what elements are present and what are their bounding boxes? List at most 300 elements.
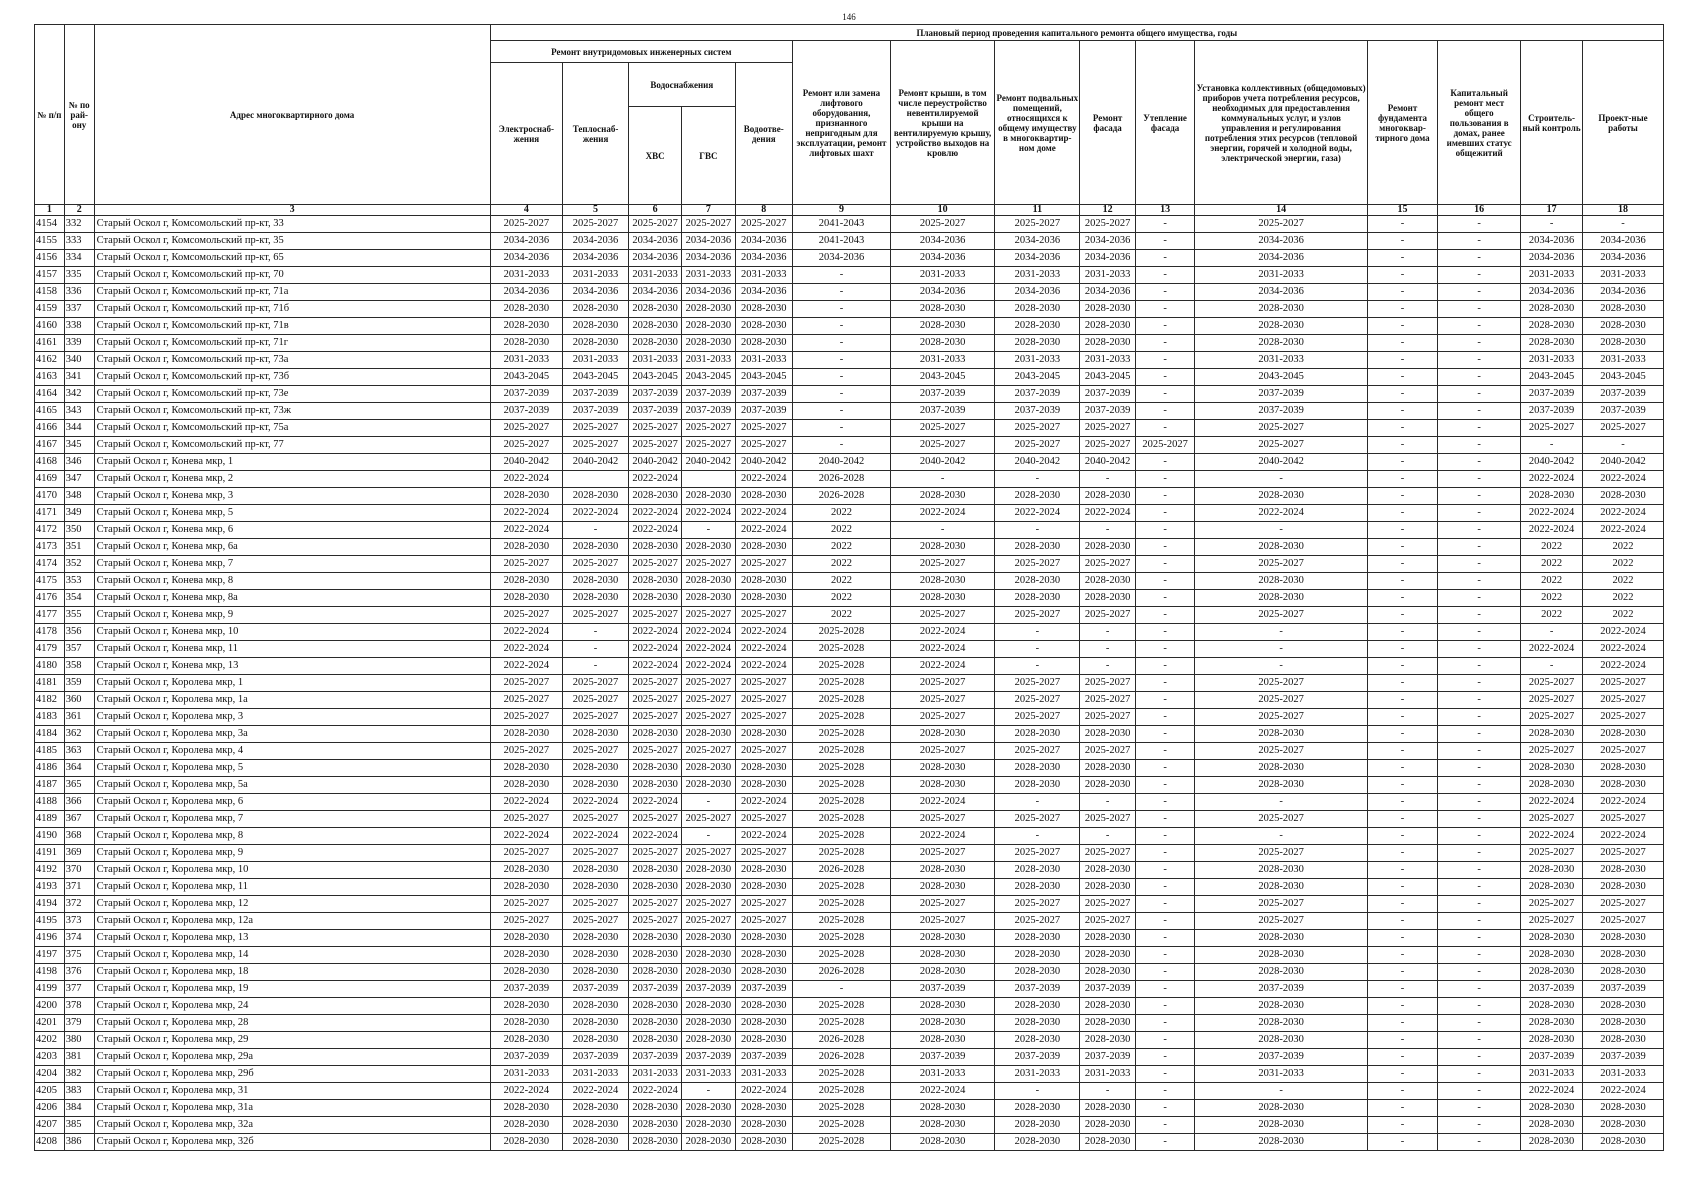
period-cell: 2022-2024: [735, 641, 792, 658]
address-cell: Старый Оскол г, Королева мкр, 7: [94, 811, 490, 828]
period-cell: 2025-2027: [629, 896, 682, 913]
period-cell: -: [1135, 318, 1195, 335]
period-cell: 2028-2030: [629, 726, 682, 743]
period-cell: 2037-2039: [490, 1049, 562, 1066]
period-cell: [563, 471, 629, 488]
period-cell: 2025-2027: [1521, 709, 1583, 726]
period-cell: 2034-2036: [629, 250, 682, 267]
period-cell: 2025-2027: [490, 743, 562, 760]
period-cell: 2031-2033: [1582, 267, 1663, 284]
period-cell: -: [1367, 981, 1437, 998]
period-cell: 2022-2024: [995, 505, 1080, 522]
period-cell: 2028-2030: [1521, 879, 1583, 896]
period-cell: 2022-2024: [629, 1083, 682, 1100]
period-cell: 2022: [793, 573, 891, 590]
period-cell: -: [1438, 726, 1521, 743]
period-cell: 2022-2024: [490, 794, 562, 811]
period-cell: 2025-2027: [490, 845, 562, 862]
period-cell: 2034-2036: [735, 250, 792, 267]
table-row: [35, 437, 1664, 454]
index-cell: 380: [64, 1032, 94, 1049]
period-cell: 2034-2036: [563, 284, 629, 301]
period-cell: -: [1135, 539, 1195, 556]
period-cell: 2025-2027: [682, 811, 735, 828]
table-row: [35, 675, 1664, 692]
period-cell: 2037-2039: [1195, 386, 1367, 403]
period-cell: 2028-2030: [563, 1015, 629, 1032]
index-cell: 4204: [35, 1066, 65, 1083]
period-cell: 2031-2033: [682, 1066, 735, 1083]
address-cell: Старый Оскол г, Королева мкр, 1а: [94, 692, 490, 709]
period-cell: 2028-2030: [490, 1015, 562, 1032]
index-cell: 374: [64, 930, 94, 947]
index-cell: 349: [64, 505, 94, 522]
period-cell: 2040-2042: [563, 454, 629, 471]
period-cell: 2025-2027: [890, 607, 994, 624]
period-cell: 2034-2036: [1080, 233, 1135, 250]
period-cell: 2028-2030: [995, 1100, 1080, 1117]
table-row: [35, 845, 1664, 862]
period-cell: -: [1135, 1032, 1195, 1049]
period-cell: 2034-2036: [490, 233, 562, 250]
period-cell: 2025-2027: [735, 692, 792, 709]
period-cell: 2034-2036: [629, 284, 682, 301]
index-cell: 4173: [35, 539, 65, 556]
period-cell: 2043-2045: [490, 369, 562, 386]
period-cell: 2028-2030: [995, 1117, 1080, 1134]
period-cell: 2028-2030: [682, 573, 735, 590]
period-cell: 2028-2030: [682, 879, 735, 896]
period-cell: 2025-2028: [793, 624, 891, 641]
period-cell: 2025-2027: [1195, 556, 1367, 573]
period-cell: -: [1135, 233, 1195, 250]
period-cell: 2031-2033: [682, 352, 735, 369]
period-cell: 2028-2030: [890, 488, 994, 505]
period-cell: 2028-2030: [629, 1100, 682, 1117]
index-cell: 4203: [35, 1049, 65, 1066]
period-cell: 2022-2024: [735, 794, 792, 811]
period-cell: 2028-2030: [1521, 726, 1583, 743]
period-cell: -: [1135, 403, 1195, 420]
period-cell: 2025-2027: [1521, 913, 1583, 930]
period-cell: 2028-2030: [563, 539, 629, 556]
header-address: Адрес многоквартирного дома: [94, 25, 490, 205]
index-cell: 4179: [35, 641, 65, 658]
index-cell: 385: [64, 1117, 94, 1134]
period-cell: 2025-2027: [490, 216, 562, 233]
period-cell: 2028-2030: [629, 947, 682, 964]
period-cell: 2028-2030: [1521, 1134, 1583, 1151]
period-cell: 2028-2030: [490, 1117, 562, 1134]
period-cell: 2028-2030: [563, 760, 629, 777]
period-cell: 2031-2033: [1080, 1066, 1135, 1083]
period-cell: 2028-2030: [490, 947, 562, 964]
period-cell: -: [793, 284, 891, 301]
index-cell: 337: [64, 301, 94, 318]
period-cell: 2031-2033: [1195, 1066, 1367, 1083]
column-number: 14: [1195, 205, 1367, 216]
period-cell: 2034-2036: [490, 284, 562, 301]
address-cell: Старый Оскол г, Конева мкр, 6: [94, 522, 490, 539]
index-cell: 4191: [35, 845, 65, 862]
period-cell: 2022-2024: [629, 505, 682, 522]
period-cell: 2034-2036: [995, 233, 1080, 250]
index-cell: 345: [64, 437, 94, 454]
period-cell: 2031-2033: [735, 267, 792, 284]
index-cell: 344: [64, 420, 94, 437]
address-cell: Старый Оскол г, Конева мкр, 5: [94, 505, 490, 522]
period-cell: 2025-2027: [629, 845, 682, 862]
period-cell: 2025-2027: [735, 216, 792, 233]
period-cell: 2025-2027: [629, 811, 682, 828]
period-cell: 2028-2030: [1582, 1134, 1663, 1151]
period-cell: 2025-2027: [995, 216, 1080, 233]
period-cell: 2028-2030: [563, 573, 629, 590]
header-heating: Теплоснаб-жения: [563, 63, 629, 205]
period-cell: 2028-2030: [1521, 1117, 1583, 1134]
period-cell: 2025-2027: [1080, 420, 1135, 437]
period-cell: 2028-2030: [1195, 590, 1367, 607]
table-row: [35, 828, 1664, 845]
period-cell: 2028-2030: [1195, 539, 1367, 556]
period-cell: 2026-2028: [793, 471, 891, 488]
period-cell: 2025-2028: [793, 947, 891, 964]
index-cell: 363: [64, 743, 94, 760]
index-cell: 368: [64, 828, 94, 845]
index-cell: 383: [64, 1083, 94, 1100]
period-cell: 2028-2030: [1080, 947, 1135, 964]
table-row: [35, 913, 1664, 930]
period-cell: 2028-2030: [1521, 947, 1583, 964]
period-cell: 2025-2027: [1195, 896, 1367, 913]
period-cell: 2028-2030: [629, 930, 682, 947]
period-cell: -: [1438, 1049, 1521, 1066]
period-cell: -: [1135, 1015, 1195, 1032]
index-cell: 4184: [35, 726, 65, 743]
period-cell: 2040-2042: [1080, 454, 1135, 471]
period-cell: -: [1135, 1083, 1195, 1100]
period-cell: 2037-2039: [890, 386, 994, 403]
index-cell: 4167: [35, 437, 65, 454]
period-cell: 2034-2036: [735, 284, 792, 301]
period-cell: -: [1135, 845, 1195, 862]
period-cell: -: [1135, 964, 1195, 981]
index-cell: 4200: [35, 998, 65, 1015]
period-cell: 2025-2027: [890, 692, 994, 709]
period-cell: 2025-2027: [1582, 743, 1663, 760]
period-cell: -: [1135, 947, 1195, 964]
period-cell: 2028-2030: [1195, 488, 1367, 505]
period-cell: -: [1195, 624, 1367, 641]
period-cell: 2022-2024: [890, 505, 994, 522]
period-cell: 2028-2030: [890, 1032, 994, 1049]
header-facade: Ремонт фасада: [1080, 41, 1135, 205]
period-cell: -: [1367, 437, 1437, 454]
period-cell: 2022-2024: [735, 1083, 792, 1100]
index-cell: 377: [64, 981, 94, 998]
period-cell: 2037-2039: [563, 403, 629, 420]
period-cell: 2025-2027: [629, 556, 682, 573]
period-cell: 2028-2030: [629, 301, 682, 318]
index-cell: 4171: [35, 505, 65, 522]
period-cell: 2025-2027: [682, 607, 735, 624]
period-cell: 2025-2028: [793, 1066, 891, 1083]
period-cell: 2037-2039: [1521, 386, 1583, 403]
period-cell: 2037-2039: [682, 1049, 735, 1066]
period-cell: 2034-2036: [682, 233, 735, 250]
period-cell: 2022-2024: [563, 505, 629, 522]
period-cell: -: [1367, 301, 1437, 318]
period-cell: -: [1135, 760, 1195, 777]
address-cell: Старый Оскол г, Королева мкр, 29а: [94, 1049, 490, 1066]
period-cell: 2028-2030: [1080, 726, 1135, 743]
index-cell: 367: [64, 811, 94, 828]
index-cell: 4196: [35, 930, 65, 947]
index-cell: 4161: [35, 335, 65, 352]
period-cell: 2028-2030: [629, 879, 682, 896]
index-cell: 376: [64, 964, 94, 981]
period-cell: -: [1135, 658, 1195, 675]
period-cell: 2022-2024: [1521, 522, 1583, 539]
index-cell: 371: [64, 879, 94, 896]
period-cell: 2025-2027: [490, 709, 562, 726]
period-cell: -: [1135, 862, 1195, 879]
period-cell: 2025-2027: [1582, 675, 1663, 692]
period-cell: 2022: [793, 556, 891, 573]
header-drainage: Водоотве-дения: [735, 63, 792, 205]
index-cell: 378: [64, 998, 94, 1015]
period-cell: -: [1367, 641, 1437, 658]
period-cell: -: [995, 794, 1080, 811]
index-cell: 354: [64, 590, 94, 607]
period-cell: 2028-2030: [563, 301, 629, 318]
table-row: [35, 573, 1664, 590]
period-cell: 2034-2036: [629, 233, 682, 250]
period-cell: 2022: [1582, 573, 1663, 590]
header-npp: № п/п: [35, 25, 65, 205]
period-cell: 2034-2036: [682, 284, 735, 301]
index-cell: 347: [64, 471, 94, 488]
period-cell: 2022-2024: [1521, 794, 1583, 811]
address-cell: Старый Оскол г, Конева мкр, 1: [94, 454, 490, 471]
period-cell: 2028-2030: [735, 1015, 792, 1032]
period-cell: 2025-2028: [793, 1083, 891, 1100]
period-cell: 2028-2030: [1195, 335, 1367, 352]
column-number: 2: [64, 205, 94, 216]
period-cell: 2028-2030: [1080, 573, 1135, 590]
period-cell: -: [1080, 471, 1135, 488]
period-cell: -: [995, 1083, 1080, 1100]
period-cell: -: [1438, 692, 1521, 709]
column-number: 11: [995, 205, 1080, 216]
period-cell: 2037-2039: [1521, 1049, 1583, 1066]
period-cell: -: [563, 522, 629, 539]
address-cell: Старый Оскол г, Конева мкр, 13: [94, 658, 490, 675]
period-cell: -: [1438, 913, 1521, 930]
period-cell: 2025-2028: [793, 743, 891, 760]
period-cell: -: [1195, 522, 1367, 539]
period-cell: 2028-2030: [563, 930, 629, 947]
table-row: [35, 726, 1664, 743]
period-cell: 2031-2033: [629, 1066, 682, 1083]
index-cell: 360: [64, 692, 94, 709]
period-cell: 2022-2024: [629, 658, 682, 675]
period-cell: 2025-2027: [1521, 811, 1583, 828]
table-row: [35, 964, 1664, 981]
period-cell: 2025-2027: [563, 437, 629, 454]
period-cell: 2022-2024: [490, 641, 562, 658]
period-cell: 2025-2028: [793, 692, 891, 709]
period-cell: 2031-2033: [1195, 352, 1367, 369]
period-cell: 2037-2039: [1582, 403, 1663, 420]
period-cell: 2028-2030: [890, 879, 994, 896]
period-cell: 2034-2036: [1582, 250, 1663, 267]
index-cell: 4198: [35, 964, 65, 981]
period-cell: 2022: [793, 539, 891, 556]
period-cell: -: [1080, 658, 1135, 675]
period-cell: 2028-2030: [1080, 964, 1135, 981]
table-row: [35, 386, 1664, 403]
period-cell: 2022-2024: [890, 624, 994, 641]
period-cell: -: [793, 335, 891, 352]
address-cell: Старый Оскол г, Комсомольский пр-кт, 73е: [94, 386, 490, 403]
period-cell: 2026-2028: [793, 862, 891, 879]
period-cell: 2028-2030: [682, 726, 735, 743]
period-cell: 2037-2039: [995, 386, 1080, 403]
period-cell: 2022-2024: [490, 471, 562, 488]
period-cell: -: [1582, 216, 1663, 233]
period-cell: 2025-2027: [890, 743, 994, 760]
period-cell: 2025-2027: [890, 556, 994, 573]
address-cell: Старый Оскол г, Комсомольский пр-кт, 75а: [94, 420, 490, 437]
address-cell: Старый Оскол г, Комсомольский пр-кт, 65: [94, 250, 490, 267]
period-cell: -: [793, 352, 891, 369]
period-cell: 2025-2027: [629, 692, 682, 709]
index-cell: 4164: [35, 386, 65, 403]
period-cell: 2028-2030: [1521, 1032, 1583, 1049]
period-cell: 2028-2030: [1080, 1117, 1135, 1134]
index-cell: 384: [64, 1100, 94, 1117]
period-cell: 2028-2030: [490, 998, 562, 1015]
period-cell: 2028-2030: [490, 862, 562, 879]
period-cell: 2028-2030: [890, 862, 994, 879]
period-cell: 2025-2027: [490, 811, 562, 828]
period-cell: 2028-2030: [682, 947, 735, 964]
period-cell: 2022-2024: [629, 624, 682, 641]
period-cell: 2034-2036: [563, 233, 629, 250]
period-cell: 2022-2024: [890, 1083, 994, 1100]
period-cell: -: [1135, 1066, 1195, 1083]
address-cell: Старый Оскол г, Комсомольский пр-кт, 73б: [94, 369, 490, 386]
period-cell: -: [1438, 454, 1521, 471]
period-cell: 2025-2027: [890, 216, 994, 233]
period-cell: 2028-2030: [629, 1117, 682, 1134]
period-cell: 2028-2030: [1195, 318, 1367, 335]
period-cell: 2028-2030: [735, 1032, 792, 1049]
period-cell: 2037-2039: [563, 981, 629, 998]
period-cell: 2028-2030: [563, 947, 629, 964]
period-cell: 2022-2024: [1521, 505, 1583, 522]
period-cell: 2037-2039: [490, 981, 562, 998]
period-cell: 2034-2036: [682, 250, 735, 267]
period-cell: 2028-2030: [1080, 930, 1135, 947]
period-cell: 2022-2024: [1582, 641, 1663, 658]
period-cell: 2022-2024: [682, 641, 735, 658]
period-cell: 2025-2027: [890, 913, 994, 930]
period-cell: 2037-2039: [682, 403, 735, 420]
period-cell: 2025-2027: [1080, 437, 1135, 454]
period-cell: 2028-2030: [1195, 1015, 1367, 1032]
index-cell: 4206: [35, 1100, 65, 1117]
period-cell: -: [1438, 947, 1521, 964]
address-cell: Старый Оскол г, Комсомольский пр-кт, 71г: [94, 335, 490, 352]
period-cell: -: [563, 624, 629, 641]
period-cell: -: [1367, 777, 1437, 794]
period-cell: -: [1367, 624, 1437, 641]
period-cell: -: [1438, 318, 1521, 335]
period-cell: -: [890, 471, 994, 488]
address-cell: Старый Оскол г, Королева мкр, 10: [94, 862, 490, 879]
column-number: 7: [682, 205, 735, 216]
period-cell: 2025-2027: [629, 743, 682, 760]
table-body: [35, 216, 1664, 1151]
period-cell: -: [1367, 879, 1437, 896]
period-cell: -: [1367, 709, 1437, 726]
period-cell: 2028-2030: [995, 964, 1080, 981]
period-cell: -: [793, 318, 891, 335]
period-cell: 2028-2030: [490, 590, 562, 607]
period-cell: 2028-2030: [490, 726, 562, 743]
period-cell: -: [1438, 437, 1521, 454]
period-cell: 2028-2030: [1582, 488, 1663, 505]
period-cell: 2028-2030: [890, 1015, 994, 1032]
period-cell: 2037-2039: [1582, 386, 1663, 403]
period-cell: -: [1367, 1015, 1437, 1032]
address-cell: Старый Оскол г, Конева мкр, 7: [94, 556, 490, 573]
period-cell: -: [1438, 352, 1521, 369]
period-cell: 2028-2030: [735, 335, 792, 352]
period-cell: 2022-2024: [735, 522, 792, 539]
index-cell: 362: [64, 726, 94, 743]
table-header: [35, 25, 1664, 216]
period-cell: 2037-2039: [682, 981, 735, 998]
address-cell: Старый Оскол г, Конева мкр, 8: [94, 573, 490, 590]
index-cell: 4205: [35, 1083, 65, 1100]
period-cell: 2022-2024: [682, 658, 735, 675]
period-cell: 2041-2043: [793, 233, 891, 250]
period-cell: 2025-2027: [995, 692, 1080, 709]
period-cell: 2025-2027: [735, 675, 792, 692]
period-cell: 2037-2039: [735, 403, 792, 420]
period-cell: 2028-2030: [1080, 1134, 1135, 1151]
period-cell: -: [1135, 828, 1195, 845]
period-cell: 2025-2028: [793, 675, 891, 692]
period-cell: 2025-2027: [682, 913, 735, 930]
period-cell: 2028-2030: [1195, 879, 1367, 896]
period-cell: 2037-2039: [490, 403, 562, 420]
period-cell: 2028-2030: [1521, 318, 1583, 335]
period-cell: -: [1367, 845, 1437, 862]
period-cell: 2028-2030: [890, 1134, 994, 1151]
index-cell: 335: [64, 267, 94, 284]
period-cell: 2022-2024: [490, 658, 562, 675]
table-row: [35, 284, 1664, 301]
address-cell: Старый Оскол г, Королева мкр, 6: [94, 794, 490, 811]
period-cell: 2028-2030: [1582, 947, 1663, 964]
period-cell: 2031-2033: [490, 267, 562, 284]
period-cell: 2028-2030: [682, 1117, 735, 1134]
header-foundation: Ремонт фундамента многоквар-тирного дома: [1367, 41, 1437, 205]
